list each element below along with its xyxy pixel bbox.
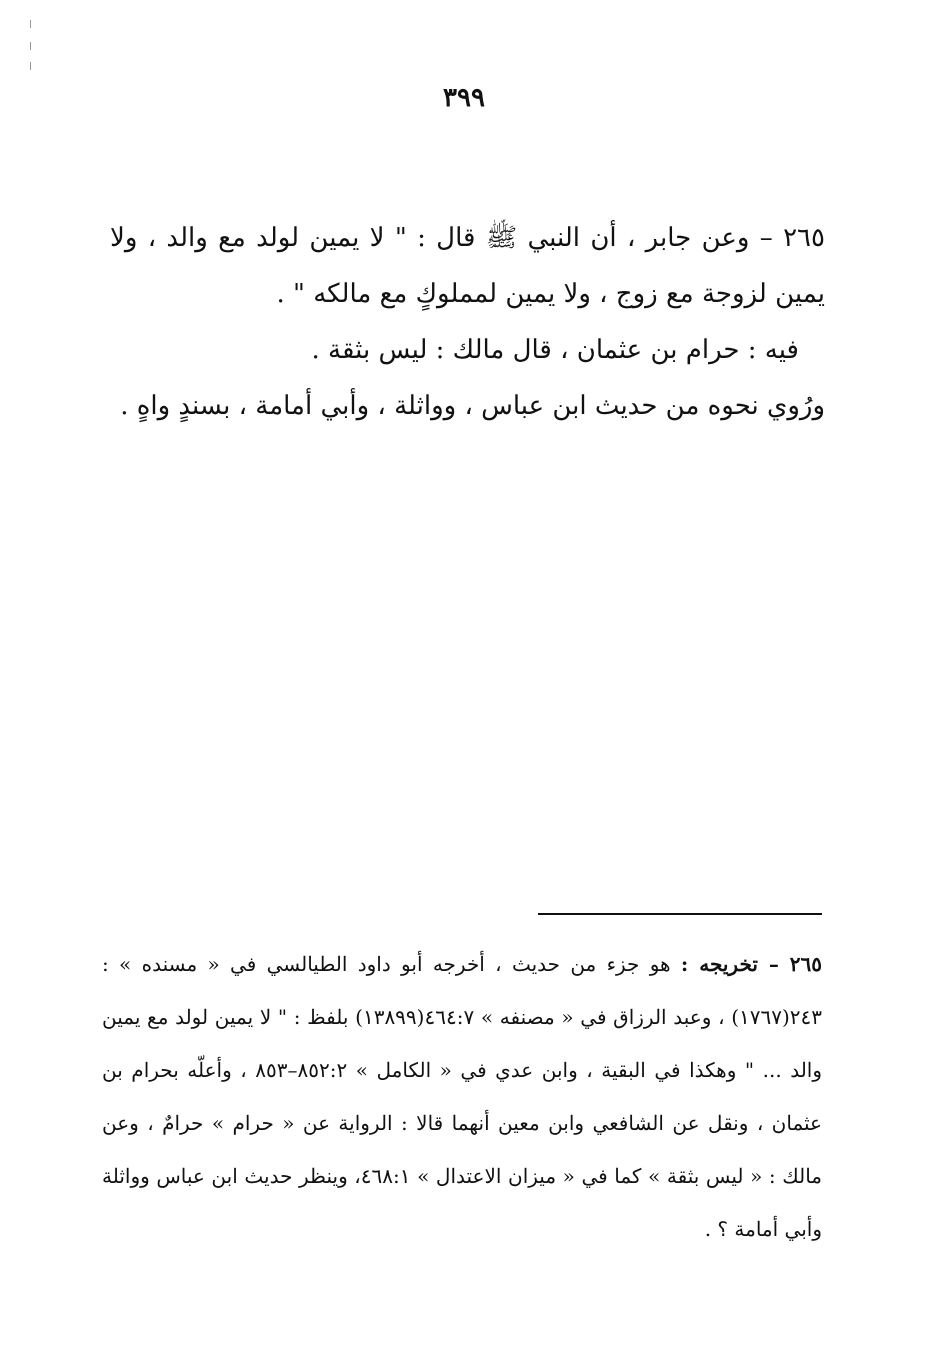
scan-mark — [30, 42, 31, 50]
scan-mark — [30, 62, 31, 70]
hadith-text: ٢٦٥ – وعن جابر ، أن النبي ﷺ قال : " لا يمين لولد مع والد ، ولا يمين لزوجة مع زوج ، ولا يمين لمملوكٍ مع مالكه " . — [110, 223, 825, 309]
footnote-lead: ٢٦٥ – تخريجه : — [680, 952, 823, 976]
related-note: ورُوي نحوه من حديث ابن عباس ، وواثلة ، وأبي أمامة ، بسندٍ واهٍ . — [120, 391, 825, 421]
scan-mark — [30, 20, 31, 28]
footnote-text: هو جزء من حديث ، أخرجه أبو داود الطيالسي في « مسنده » : ٢٤٣(١٧٦٧) ، وعبد الرزاق في « مصنفه » ٤٦٤:٧(١٣٨٩٩) بلفظ : " لا يمين لولد مع يمين والد ... " وهكذا في البقية ، وابن عدي في « الكامل » ٨٥٢:٢–٨٥٣ ، وأعلّه بحرام بن عثمان ، ونقل عن الشافعي وابن معين أنهما قالا : الرواية عن « حرام » حرامٌ ، وعن مالك : « ليس بثقة » كما في « ميزان الاعتدال » ٤٦٨:١، وينظر حديث ابن عباس وواثلة وأبي أمامة ؟ . — [102, 952, 823, 1241]
page-number: ٣٩٩ — [443, 83, 485, 113]
footnote-divider — [538, 913, 822, 915]
footnote — [102, 938, 822, 1256]
main-text — [110, 210, 825, 434]
narrator-note: فيه : حرام بن عثمان ، قال مالك : ليس بثقة . — [311, 335, 799, 365]
footnote-paragraph — [102, 938, 822, 1256]
